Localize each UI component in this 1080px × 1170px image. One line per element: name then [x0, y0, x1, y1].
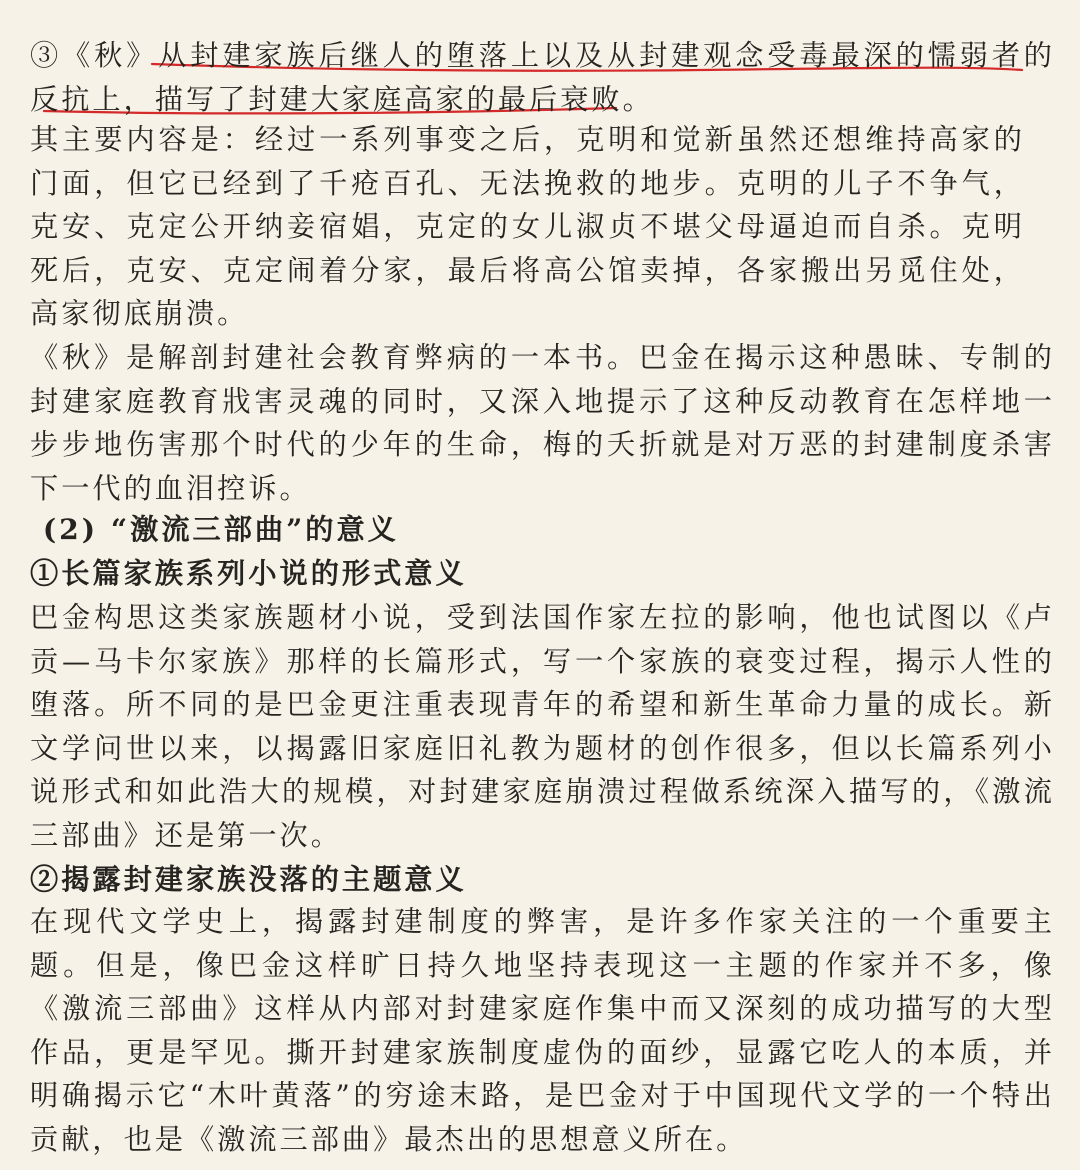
paragraph-main-content: 其主要内容是：经过一系列事变之后，克明和觉新虽然还想维持高家的门面，但它已经到了千疮百孔、无法挽救的地步。克明的儿子不争气，克安、克定公开纳妾宿娼，克定的女儿淑贞不堪父母逼迫而自杀。克明死后，克安、克定闹着分家，最后将高公馆卖掉，各家搬出另觅住处，高家彻底崩溃。	[30, 123, 1025, 331]
paragraph-form-significance: 巴金构思这类家族题材小说，受到法国作家左拉的影响，他也试图以《卢贡—马卡尔家族》那样的长篇形式，写一个家族的衰变过程，揭示人性的堕落。所不同的是巴金更注重表现青年的希望和新生革命力量的成长。新文学问世以来，以揭露旧家庭旧礼教为题材的创作很多，但以长篇系列小说形式和如此浩大的规模，对封建家庭崩溃过程做系统深入描写的，《激流三部曲》还是第一次。	[30, 601, 1055, 852]
subheading-theme-significance: ②揭露封建家族没落的主题意义	[30, 863, 467, 896]
paragraph-theme-significance: 在现代文学史上，揭露封建制度的弊害，是许多作家关注的一个重要主题。但是，像巴金这样旷日持久地坚持表现这一主题的作家并不多，像《激流三部曲》这样从内部对封建家庭作集中而又深刻的成功描写的大型作品，更是罕见。撕开封建家族制度虚伪的面纱，显露它吃人的本质，并明确揭示它“木叶黄落”的穷途末路，是巴金对于中国现代文学的一个特出贡献，也是《激流三部曲》最杰出的思想意义所在。	[30, 905, 1055, 1156]
paragraph-education-critique: 《秋》是解剖封建社会教育弊病的一本书。巴金在揭示这种愚昧、专制的封建家庭教育戕害灵魂的同时，又深入地提示了这种反动教育在怎样地一步步地伤害那个时代的少年的生命，梅的夭折就是对万恶的封建制度杀害下一代的血泪控诉。	[30, 341, 1055, 505]
paragraph-autumn-summary: ③《秋》从封建家族后继人的堕落上以及从封建观念受毒最深的懦弱者的反抗上，描写了封建大家庭高家的最后衰败。	[30, 39, 1055, 116]
section-heading-significance: (2) “激流三部曲”的意义	[30, 513, 399, 546]
subheading-form-significance: ①长篇家族系列小说的形式意义	[30, 557, 467, 590]
